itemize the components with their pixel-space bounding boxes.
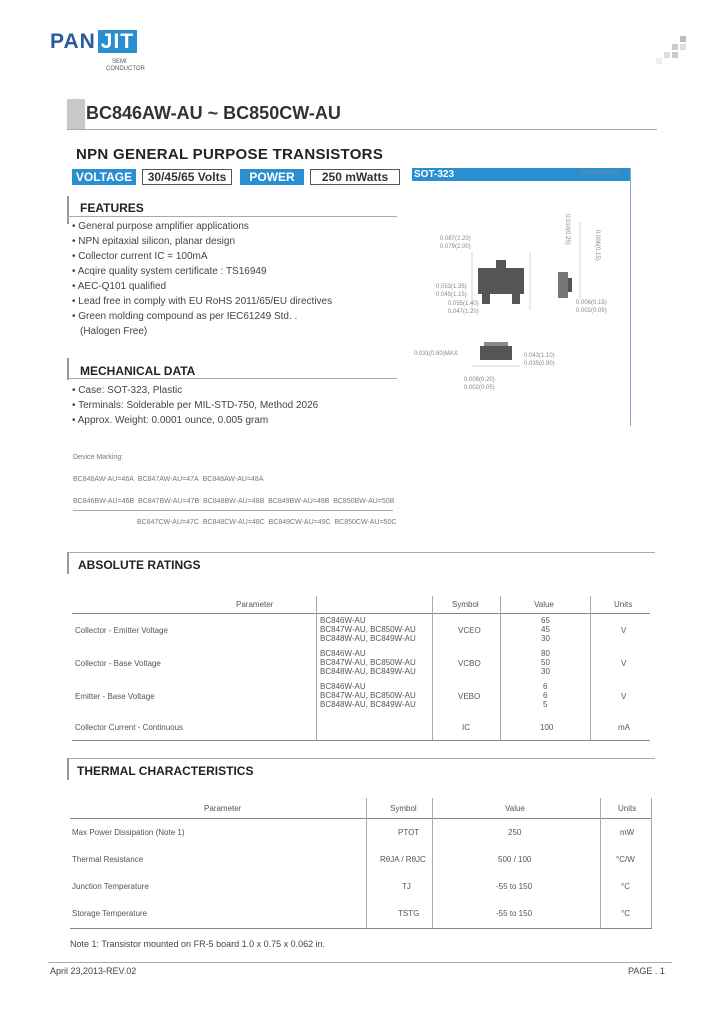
dim-label: 0.010(0.25) bbox=[564, 214, 570, 245]
logo-sub-line2: CONDUCTOR bbox=[106, 66, 145, 72]
table-cell: °C bbox=[621, 909, 630, 918]
page-number: PAGE . 1 bbox=[628, 966, 665, 976]
table-rule bbox=[500, 596, 501, 740]
list-item: • Approx. Weight: 0.0001 ounce, 0.005 gram bbox=[72, 415, 269, 426]
company-logo bbox=[50, 30, 137, 54]
table-cell: mW bbox=[620, 828, 635, 837]
list-item: • NPN epitaxial silicon, planar design bbox=[72, 236, 236, 247]
table-rule bbox=[72, 740, 650, 741]
logo-sub-line1: SEMI bbox=[112, 59, 127, 65]
table-cell: 6 6 5 bbox=[543, 682, 548, 709]
dim-label: 0.079(2.00) bbox=[440, 244, 471, 250]
mechanical-divider bbox=[67, 378, 397, 379]
dim-label: 0.047(1.20) bbox=[448, 309, 479, 315]
dim-label: 0.055(1.40) bbox=[448, 301, 479, 307]
table-cell: PTOT bbox=[398, 828, 420, 837]
table-cell: BC846W-AU BC847W-AU, BC850W-AU BC848W-AU, BC849W-AU bbox=[320, 649, 416, 676]
table-rule bbox=[651, 798, 652, 928]
col-header: Units bbox=[618, 804, 637, 813]
mechanical-list bbox=[72, 383, 402, 428]
table-cell: Collector - Emitter Voltage bbox=[75, 626, 168, 635]
logo-accent-text: JIT bbox=[98, 30, 137, 53]
col-header: Units bbox=[614, 600, 633, 609]
absolute-heading: ABSOLUTE RATINGS bbox=[78, 558, 201, 572]
absolute-bar bbox=[67, 552, 69, 574]
table-cell: VCEO bbox=[458, 626, 481, 635]
table-cell: °C bbox=[621, 882, 630, 891]
table-cell: Junction Temperature bbox=[72, 882, 149, 891]
table-cell: -55 to 150 bbox=[496, 909, 533, 918]
dim-label: 0.035(0.90) bbox=[524, 361, 555, 367]
footnote: Note 1: Transistor mounted on FR-5 board 1.0 x 0.75 x 0.062 in. bbox=[70, 939, 326, 949]
table-cell: 250 bbox=[508, 828, 522, 837]
dim-label: 0.053(1.35) bbox=[436, 284, 467, 290]
table-rule bbox=[316, 596, 317, 740]
thermal-top-divider bbox=[67, 758, 655, 759]
col-header: Parameter bbox=[204, 804, 242, 813]
table-cell: mA bbox=[618, 723, 630, 732]
dim-label: 0.008(0.20) bbox=[464, 377, 495, 383]
footer-divider bbox=[48, 962, 672, 963]
list-item: • Collector current IC = 100mA bbox=[72, 251, 208, 262]
title-divider bbox=[67, 129, 657, 130]
table-cell: VCBO bbox=[458, 659, 481, 668]
table-cell: 80 50 30 bbox=[541, 649, 550, 676]
table-cell: Emitter - Base Voltage bbox=[75, 692, 155, 701]
dim-label: 0.006(0.15) bbox=[594, 230, 600, 261]
table-cell: -55 to 150 bbox=[496, 882, 533, 891]
mechanical-heading: MECHANICAL DATA bbox=[80, 364, 196, 378]
col-header: Symbol bbox=[390, 804, 417, 813]
table-cell: Collector Current - Continuous bbox=[75, 723, 184, 732]
table-cell: Thermal Resistance bbox=[72, 855, 144, 864]
list-item: • General purpose amplifier applications bbox=[72, 221, 249, 232]
table-rule bbox=[70, 818, 652, 819]
table-cell: 500 / 100 bbox=[498, 855, 532, 864]
dim-label: 0.002(0.05) bbox=[576, 308, 607, 314]
list-item: • AEC-Q101 qualified bbox=[72, 281, 167, 292]
marking-divider bbox=[73, 510, 393, 511]
table-cell: Storage Temperature bbox=[72, 909, 148, 918]
table-cell: V bbox=[621, 692, 627, 701]
table-rule bbox=[432, 798, 433, 928]
product-subtitle: NPN GENERAL PURPOSE TRANSISTORS bbox=[76, 146, 384, 163]
absolute-top-divider bbox=[67, 552, 655, 553]
thermal-bar bbox=[67, 758, 69, 780]
table-cell: V bbox=[621, 626, 627, 635]
list-item: • Case: SOT-323, Plastic bbox=[72, 385, 183, 396]
dim-label: 0.002(0.05) bbox=[464, 385, 495, 391]
marking-heading: Device Marking: bbox=[73, 454, 124, 461]
marking-row: BC846AW-AU=46A BC847AW-AU=47A BC848AW-AU=48A bbox=[73, 476, 264, 483]
dim-label: 0.087(2.20) bbox=[440, 236, 471, 242]
list-item: (Halogen Free) bbox=[80, 326, 148, 337]
features-bar bbox=[67, 196, 69, 224]
col-header: Value bbox=[534, 600, 554, 609]
table-cell: TSTG bbox=[398, 909, 420, 918]
table-cell: IC bbox=[462, 723, 470, 732]
logo-main-text: PAN bbox=[50, 30, 96, 53]
voltage-value: 30/45/65 Volts bbox=[142, 169, 232, 185]
table-cell: BC846W-AU BC847W-AU, BC850W-AU BC848W-AU, BC849W-AU bbox=[320, 616, 416, 643]
table-cell: VEBO bbox=[458, 692, 481, 701]
col-header: Value bbox=[505, 804, 525, 813]
table-rule bbox=[590, 596, 591, 740]
package-unit: Unit: inch(mm) bbox=[580, 170, 620, 176]
table-cell: 100 bbox=[540, 723, 554, 732]
table-cell: Max Power Dissipation (Note 1) bbox=[72, 828, 185, 837]
title-accent-block bbox=[67, 99, 85, 129]
list-item: • Lead free in comply with EU RoHS 2011/65/EU directives bbox=[72, 296, 333, 307]
col-header: Symbol bbox=[452, 600, 479, 609]
marking-row: BC847CW-AU=47C BC848CW-AU=48C BC849CW-AU=49C BC850CW-AU=50C bbox=[137, 519, 397, 526]
list-item: • Acqire quality system certificate : TS16949 bbox=[72, 266, 267, 277]
dim-label: 0.043(1.10) bbox=[524, 353, 555, 359]
table-rule bbox=[72, 613, 650, 614]
features-heading: FEATURES bbox=[80, 201, 144, 215]
package-name: SOT-323 bbox=[414, 169, 455, 180]
table-cell: Collector - Base Voltage bbox=[75, 659, 161, 668]
table-rule bbox=[70, 928, 652, 929]
marking-row: BC846BW-AU=46B BC847BW-AU=47B BC848BW-AU=48B BC849BW-AU=49B BC850BW-AU=50B bbox=[73, 498, 395, 505]
features-list bbox=[72, 219, 402, 339]
table-cell: BC846W-AU BC847W-AU, BC850W-AU BC848W-AU, BC849W-AU bbox=[320, 682, 416, 709]
revision-date: April 23,2013-REV.02 bbox=[50, 966, 137, 976]
dim-label: 0.031(0.80)MAX bbox=[414, 351, 458, 357]
table-cell: 65 45 30 bbox=[541, 616, 550, 643]
page-title: BC846AW-AU ~ BC850CW-AU bbox=[86, 103, 341, 123]
col-header: Parameter bbox=[236, 600, 274, 609]
power-badge: POWER bbox=[240, 169, 304, 185]
list-item: • Green molding compound as per IEC61249 Std. . bbox=[72, 311, 298, 322]
power-value: 250 mWatts bbox=[310, 169, 400, 185]
thermal-heading: THERMAL CHARACTERISTICS bbox=[77, 764, 254, 778]
package-frame-line bbox=[630, 168, 631, 426]
list-item: • Terminals: Solderable per MIL-STD-750, Method 2026 bbox=[72, 400, 319, 411]
table-cell: V bbox=[621, 659, 627, 668]
table-rule bbox=[366, 798, 367, 928]
corner-pattern-icon bbox=[652, 36, 692, 64]
table-cell: °C/W bbox=[616, 855, 635, 864]
table-rule bbox=[600, 798, 601, 928]
dim-label: 0.006(0.15) bbox=[576, 300, 607, 306]
voltage-badge: VOLTAGE bbox=[72, 169, 136, 185]
table-cell: TJ bbox=[402, 882, 411, 891]
logo-subtitle bbox=[106, 59, 145, 73]
table-cell: RθJA / RθJC bbox=[380, 855, 426, 864]
mechanical-bar bbox=[67, 358, 69, 380]
features-divider bbox=[67, 216, 397, 217]
table-rule bbox=[432, 596, 433, 740]
dim-label: 0.045(1.15) bbox=[436, 292, 467, 298]
